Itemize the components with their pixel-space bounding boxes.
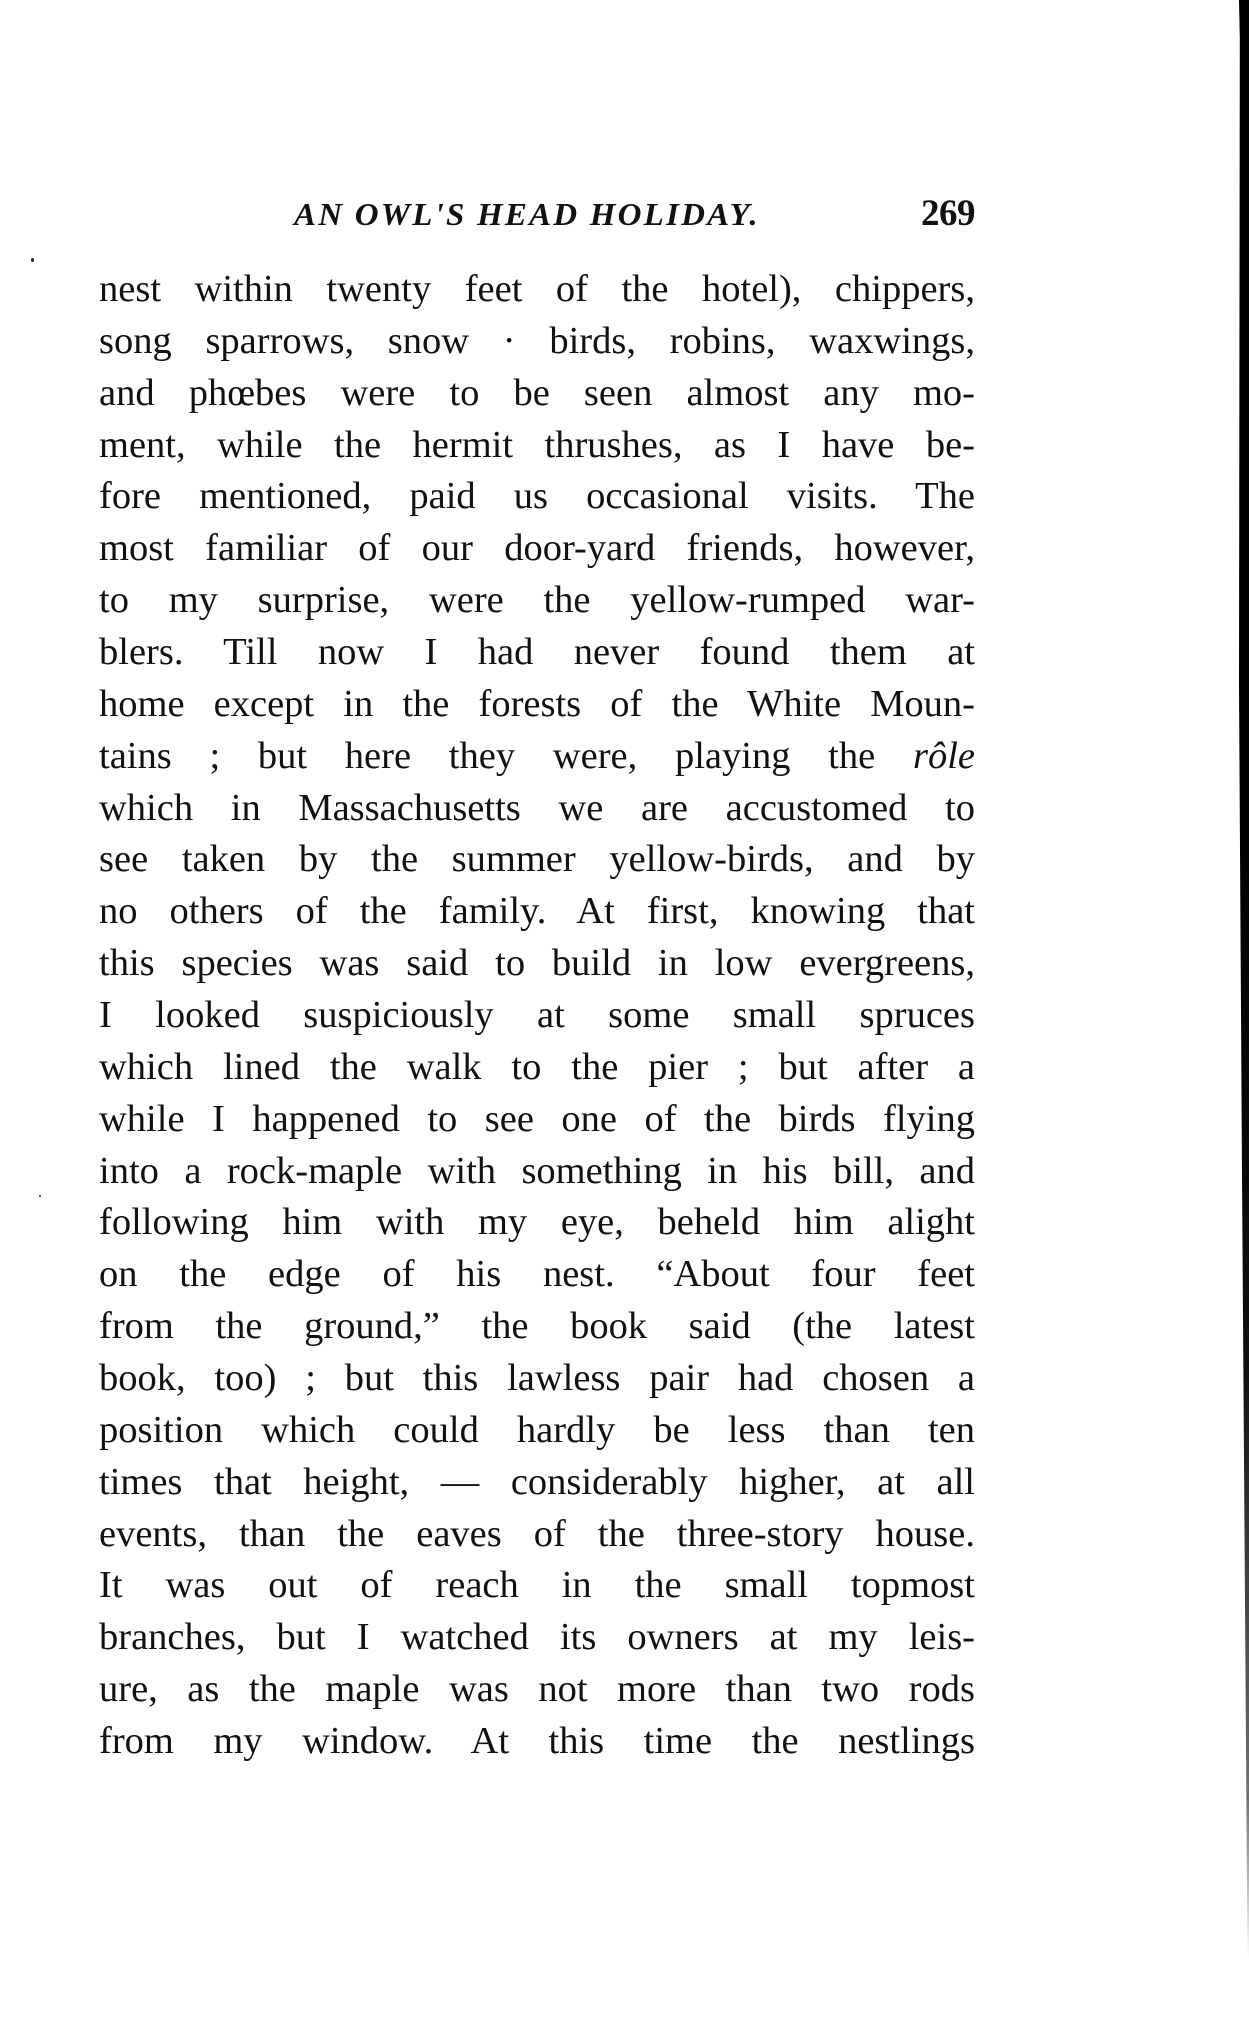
line-text: on the edge of his nest. “About four feet (99, 1253, 975, 1296)
line-text (99, 731, 975, 783)
line-text: book, too) ; but this lawless pair had chosen a (99, 1357, 975, 1400)
line-text: this species was said to build in low evergreens, (99, 942, 975, 985)
line-text: song sparrows, snow · birds, robins, waxwings, (99, 319, 975, 362)
line-text: which lined the walk to the pier ; but after a (99, 1045, 975, 1088)
line-text: branches, but I watched its owners at my leis- (99, 1616, 975, 1659)
line-text: and phœbes were to be seen almost any mo- (99, 371, 975, 414)
text-line-7 (99, 575, 975, 627)
body-text (99, 264, 975, 1768)
line-text: home except in the forests of the White Moun- (99, 682, 975, 725)
text-line-4 (99, 420, 975, 472)
text-line-6 (99, 523, 975, 575)
line-text: It was out of reach in the small topmost (99, 1564, 975, 1607)
running-header (294, 193, 975, 236)
text-line-25 (99, 1509, 975, 1561)
line-text: into a rock-maple with something in his bill, and (99, 1149, 975, 1192)
text-line-22 (99, 1353, 975, 1405)
text-line-27 (99, 1612, 975, 1664)
text-line-3 (99, 368, 975, 420)
line-text: from my window. At this time the nestlings (99, 1720, 975, 1763)
text-line-26 (99, 1560, 975, 1612)
text-line-8 (99, 627, 975, 679)
text-line-11 (99, 783, 975, 835)
text-line-21 (99, 1301, 975, 1353)
text-line-14 (99, 938, 975, 990)
line-text: ment, while the hermit thrushes, as I have be- (99, 423, 975, 466)
line-text: most familiar of our door-yard friends, however, (99, 527, 975, 570)
running-title: AN OWL'S HEAD HOLIDAY. (294, 197, 760, 233)
line-text: nest within twenty feet of the hotel), chippers, (99, 268, 975, 310)
line-text: from the ground,” the book said (the latest (99, 1305, 975, 1348)
line-text: while I happened to see one of the birds flying (99, 1097, 975, 1140)
text-line-23 (99, 1405, 975, 1457)
line-text: fore mentioned, paid us occasional visits. The (99, 475, 975, 518)
line-text: ure, as the maple was not more than two rods (99, 1668, 975, 1711)
text-line-16 (99, 1042, 975, 1094)
line-text-roman: tains ; but here they were, playing the (99, 734, 876, 777)
line-text: I looked suspiciously at some small spruces (99, 994, 975, 1037)
line-text: to my surprise, were the yellow-rumped war- (99, 579, 975, 622)
scan-speck (31, 258, 34, 262)
text-line-28 (99, 1664, 975, 1716)
line-text: blers. Till now I had never found them at (99, 631, 975, 674)
page-binding-edge (1239, 0, 1249, 1960)
text-line-18 (99, 1146, 975, 1198)
text-line-1 (99, 264, 975, 316)
line-text: times that height, — considerably higher, at all (99, 1460, 975, 1503)
text-line-12 (99, 834, 975, 886)
text-line-19 (99, 1197, 975, 1249)
text-line-10 (99, 731, 975, 783)
line-text: events, than the eaves of the three-story house. (99, 1512, 975, 1555)
line-text: which in Massachusetts we are accustomed to (99, 786, 975, 829)
text-line-17 (99, 1094, 975, 1146)
text-line-24 (99, 1457, 975, 1509)
text-line-13 (99, 886, 975, 938)
line-text: following him with my eye, beheld him alight (99, 1201, 975, 1244)
line-text: position which could hardly be less than ten (99, 1408, 975, 1451)
italic-word: rôle (912, 734, 975, 777)
page-number: 269 (921, 193, 975, 234)
text-line-5 (99, 471, 975, 523)
line-text: no others of the family. At first, knowing that (99, 890, 975, 933)
text-line-9 (99, 679, 975, 731)
scan-speck (39, 1195, 41, 1197)
text-line-15 (99, 990, 975, 1042)
line-text: see taken by the summer yellow-birds, and by (99, 838, 975, 881)
text-line-20 (99, 1249, 975, 1301)
text-line-29 (99, 1716, 975, 1768)
text-line-2 (99, 316, 975, 368)
